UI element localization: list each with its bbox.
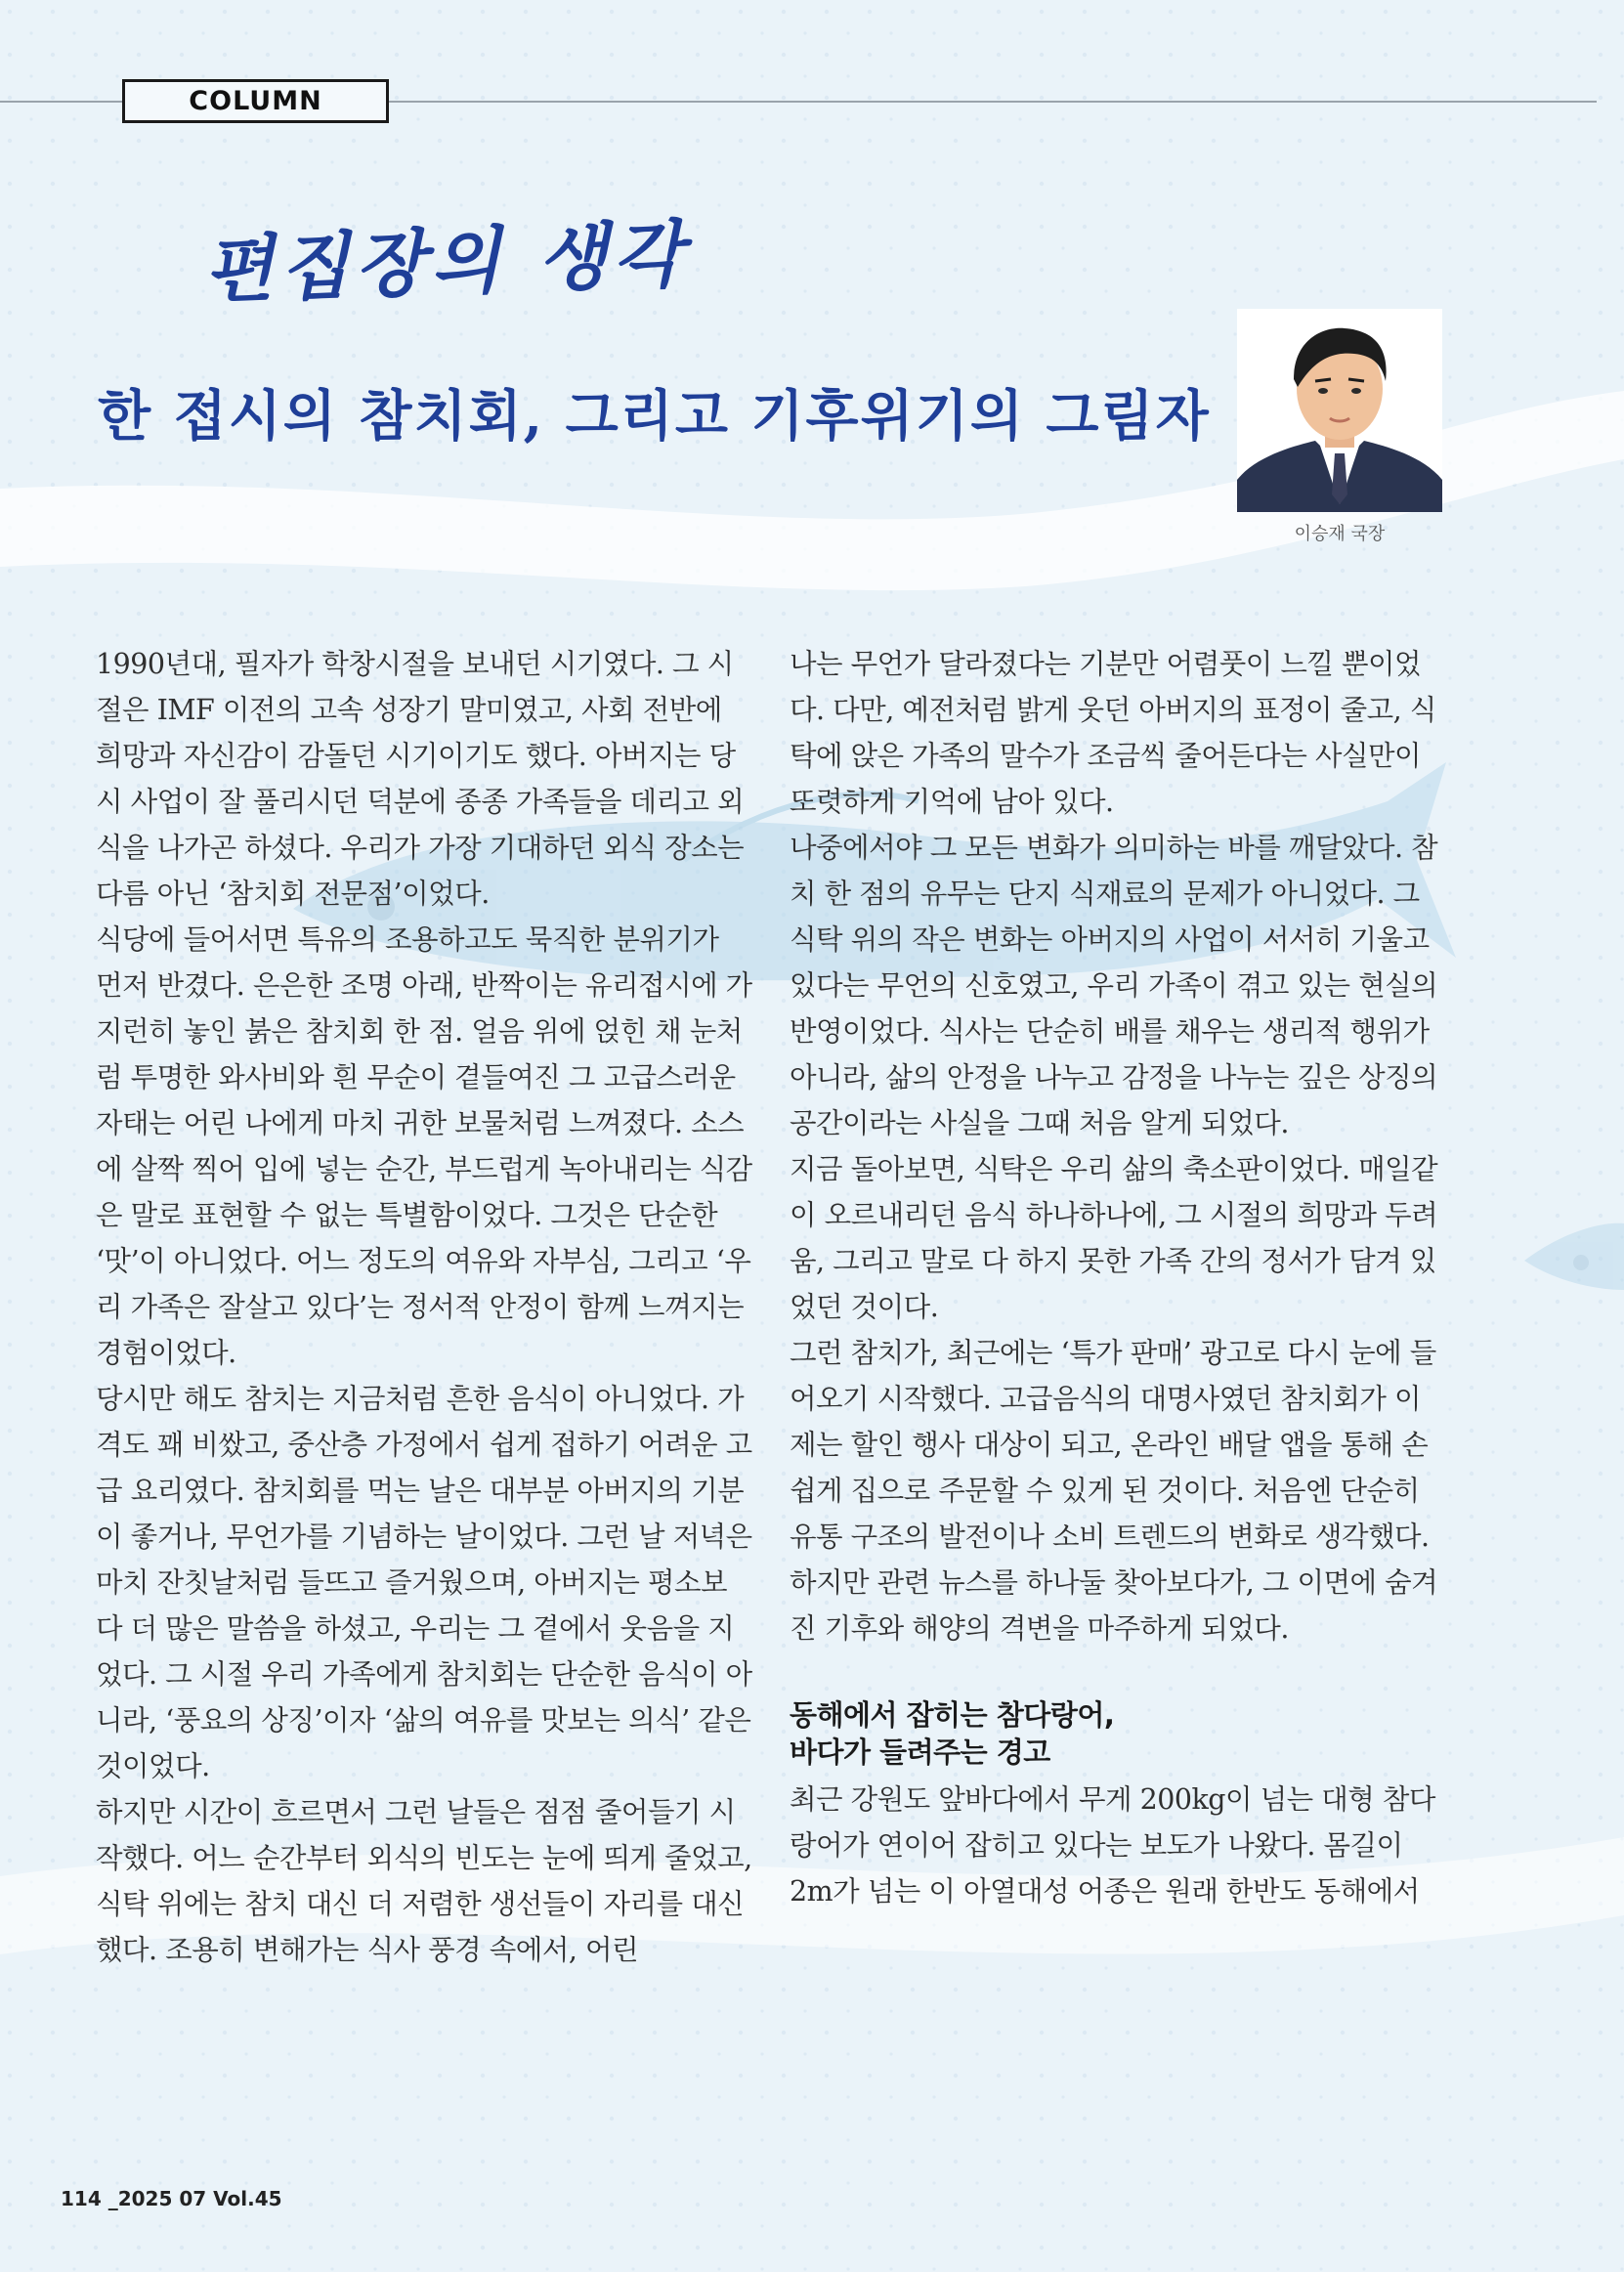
paragraph: 최근 강원도 앞바다에서 무게 200kg이 넘는 대형 참다랑어가 연이어 잡히고 있다는 보도가 나왔다. 몸길이 2m가 넘는 이 아열대성 어종은 원래 한반도 동해에서	[790, 1783, 1435, 1908]
paragraph: 나중에서야 그 모든 변화가 의미하는 바를 깨달았다. 참치 한 점의 유무는 단지 식재료의 문제가 아니었다. 그 식탁 위의 작은 변화는 아버지의 사업이 서서히 기울고 있다는 무언의 신호였고, 우리 가족이 겪고 있는 현실의 반영이었다. 식사는 단순히 배를 채우는 생리적 행위가 아니라, 삶의 안정을 나누고 감정을 나누는 깊은 상징의 공간이라는 사실을 그때 처음 알게 되었다.	[790, 832, 1438, 1139]
paragraph: 1990년대, 필자가 학창시절을 보내던 시기였다. 그 시절은 IMF 이전의 고속 성장기 말미였고, 사회 전반에 희망과 자신감이 감돌던 시기이기도 했다. 아버지는 당시 사업이 잘 풀리시던 덕분에 종종 가족들을 데리고 외식을 나가곤 하셨다. 우리가 가장 기대하던 외식 장소는 다름 아닌 ‘참치회 전문점’이었다.	[96, 648, 745, 910]
article-left-column	[96, 641, 752, 1973]
author-portrait	[1237, 309, 1442, 512]
article-right-column	[790, 641, 1446, 1914]
column-name-title: 편집장의 생각	[201, 212, 691, 314]
paragraph: 그런 참치가, 최근에는 ‘특가 판매’ 광고로 다시 눈에 들어오기 시작했다. 고급음식의 대명사였던 참치회가 이제는 할인 행사 대상이 되고, 온라인 배달 앱을 통해 손쉽게 집으로 주문할 수 있게 된 것이다. 처음엔 단순히 유통 구조의 발전이나 소비 트렌드의 변화로 생각했다. 하지만 관련 뉴스를 하나둘 찾아보다가, 그 이면에 숨겨진 기후와 해양의 격변을 마주하게 되었다.	[790, 1337, 1438, 1645]
paragraph: 나는 무언가 달라졌다는 기분만 어렴풋이 느낄 뿐이었다. 다만, 예전처럼 밝게 웃던 아버지의 표정이 줄고, 식탁에 앉은 가족의 말수가 조금씩 줄어든다는 사실만이 또렷하게 기억에 남아 있다.	[790, 648, 1436, 818]
section-subheading	[790, 1696, 1446, 1771]
paragraph: 지금 돌아보면, 식탁은 우리 삶의 축소판이었다. 매일같이 오르내리던 음식 하나하나에, 그 시절의 희망과 두려움, 그리고 말로 다 하지 못한 가족 간의 정서가 담겨 있었던 것이다.	[790, 1153, 1438, 1323]
paragraph: 당시만 해도 참치는 지금처럼 흔한 음식이 아니었다. 가격도 꽤 비쌌고, 중산층 가정에서 쉽게 접하기 어려운 고급 요리였다. 참치회를 먹는 날은 대부분 아버지의 기분이 좋거나, 무언가를 기념하는 날이었다. 그런 날 저녁은 마치 잔칫날처럼 들뜨고 즐거웠으며, 아버지는 평소보다 더 많은 말씀을 하셨고, 우리는 그 곁에서 웃음을 지었다. 그 시절 우리 가족에게 참치회는 단순한 음식이 아니라, ‘풍요의 상징’이자 ‘삶의 여유를 맛보는 의식’ 같은 것이었다.	[96, 1383, 752, 1782]
subheading-line-1: 동해에서 잡히는 참다랑어,	[790, 1698, 1115, 1732]
article-headline: 한 접시의 참치회, 그리고 기후위기의 그림자	[98, 384, 1211, 449]
page-footer: 114 _2025 07 Vol.45	[61, 2187, 282, 2210]
subheading-line-2: 바다가 들려주는 경고	[790, 1736, 1050, 1769]
author-caption: 이승재 국장	[1294, 524, 1386, 544]
paragraph: 식당에 들어서면 특유의 조용하고도 묵직한 분위기가 먼저 반겼다. 은은한 조명 아래, 반짝이는 유리접시에 가지런히 놓인 붉은 참치회 한 점. 얼음 위에 얹힌 채 눈처럼 투명한 와사비와 흰 무순이 곁들여진 그 고급스러운 자태는 어린 나에게 마치 귀한 보물처럼 느껴졌다. 소스에 살짝 찍어 입에 넣는 순간, 부드럽게 녹아내리는 식감은 말로 표현할 수 없는 특별함이었다. 그것은 단순한 ‘맛’이 아니었다. 어느 정도의 여유와 자부심, 그리고 ‘우리 가족은 잘살고 있다’는 정서적 안정이 함께 느껴지는 경험이었다.	[96, 923, 752, 1369]
section-tag: COLUMN	[122, 79, 389, 123]
paragraph: 하지만 시간이 흐르면서 그런 날들은 점점 줄어들기 시작했다. 어느 순간부터 외식의 빈도는 눈에 띄게 줄었고, 식탁 위에는 참치 대신 더 저렴한 생선들이 자리를 대신했다. 조용히 변해가는 식사 풍경 속에서, 어린	[96, 1796, 752, 1966]
